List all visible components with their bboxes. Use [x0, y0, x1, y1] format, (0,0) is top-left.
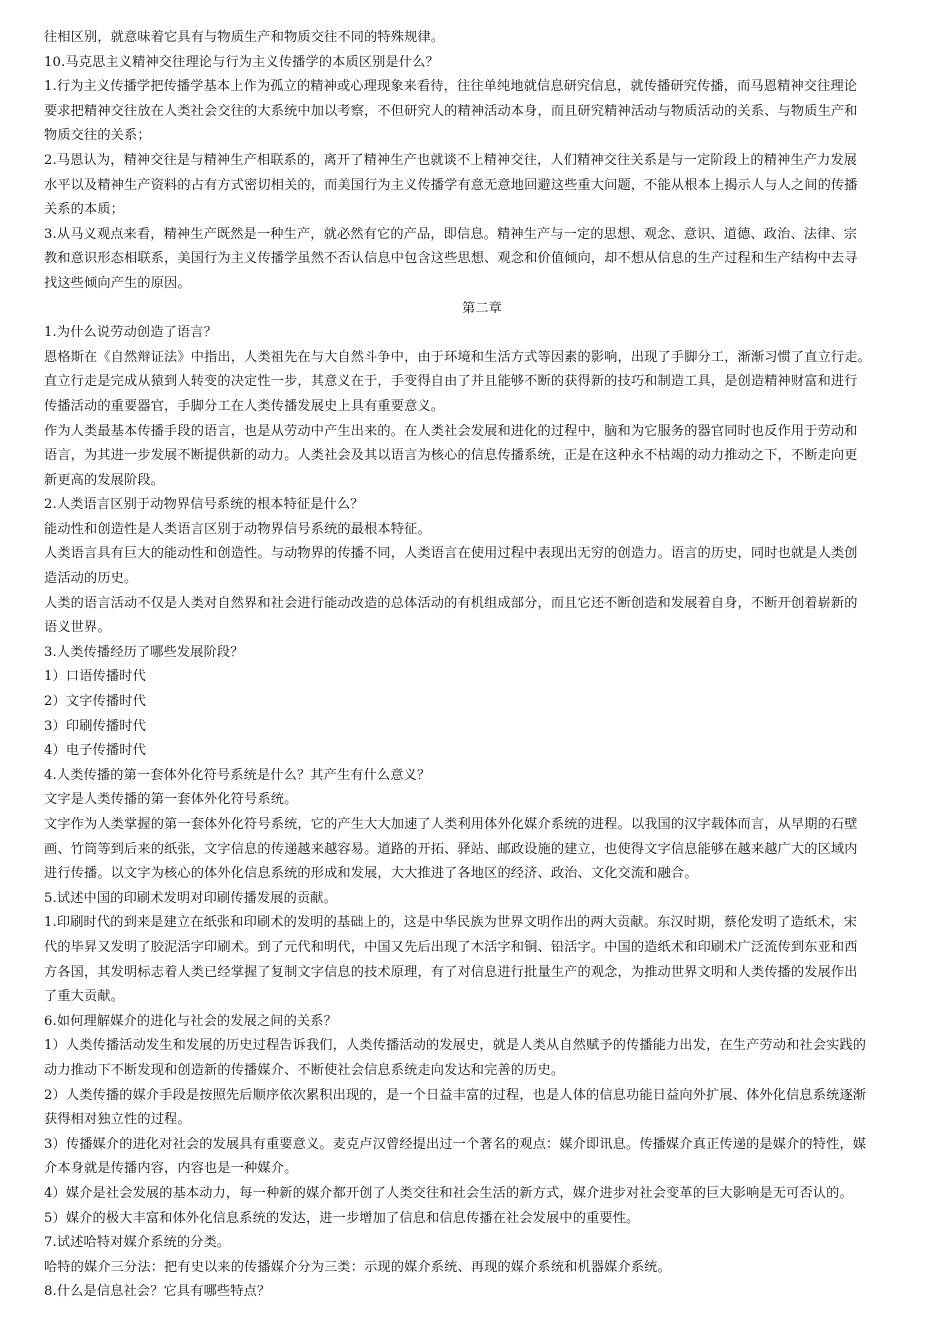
text-line: 传播活动的重要器官，手脚分工在人类传播发展史上具有重要意义。 [44, 398, 445, 414]
text-line: 5.试述中国的印刷术发明对印刷传播发展的贡献。 [44, 890, 337, 906]
text-line: 10.马克思主义精神交往理论与行为主义传播学的本质区别是什么？ [44, 54, 439, 70]
text-line: 找这些倾向产生的原因。 [44, 275, 191, 291]
text-line: 进行传播。以文字为核心的体外化信息系统的形成和发展，大大推进了各地区的经济、政治、文化交流和融合。 [44, 866, 698, 882]
text-line: 文字是人类传播的第一套体外化符号系统。 [44, 792, 298, 808]
text-line: 语言，为其进一步发展不断提供新的动力。人类社会及其以语言为核心的信息传播系统，正是在这种永不枯竭的动力推动之下，不断走向更 [44, 448, 858, 464]
text-line: 恩格斯在《自然辩证法》中指出，人类祖先在与大自然斗争中，由于环境和生活方式等因素的影响，出现了手脚分工，渐渐习惯了直立行走。 [44, 349, 871, 365]
text-line: 1）人类传播活动发生和发展的历史过程告诉我们，人类传播活动的发展史，就是人类从自然赋予的传播能力出发，在生产劳动和社会实践的 [44, 1038, 867, 1054]
text-line: 2.人类语言区别于动物界信号系统的根本特征是什么？ [44, 497, 364, 513]
text-line: 方各国，其发明标志着人类已经掌握了复制文字信息的技术原理，有了对信息进行批量生产的观念，为推动世界文明和人类传播的发展作出 [44, 964, 858, 980]
text-line: 能动性和创造性是人类语言区别于动物界信号系统的最根本特征。 [44, 521, 431, 537]
text-line: 代的毕昇又发明了胶泥活字印刷术。到了元代和明代，中国又先后出现了木活字和铜、铅活字。中国的造纸术和印刷术广泛流传到东亚和西 [44, 939, 858, 955]
text-line: 1.印刷时代的到来是建立在纸张和印刷术的发明的基础上的，这是中华民族为世界文明作出的两大贡献。东汉时期，蔡伦发明了造纸术，宋 [44, 915, 858, 931]
text-line: 人类语言具有巨大的能动性和创造性。与动物界的传播不同，人类语言在使用过程中表现出无穷的创造力。语言的历史，同时也就是人类创 [44, 546, 858, 562]
text-line: 直立行走是完成从猿到人转变的决定性一步，其意义在于，手变得自由了并且能够不断的获得新的技巧和制造工具，是创造精神财富和进行 [44, 374, 858, 390]
text-line: 关系的本质； [44, 202, 125, 218]
text-line: 语义世界。 [44, 620, 111, 636]
text-line: 4）媒介是社会发展的基本动力，每一种新的媒介都开创了人类交往和社会生活的新方式，媒介进步对社会变革的巨大影响是无可否认的。 [44, 1185, 853, 1201]
text-line: 画、竹筒等到后来的纸张，文字信息的传递越来越容易。道路的开拓、驿站、邮政设施的建立，也使得文字信息能够在越来越广大的区域内 [44, 841, 858, 857]
text-line: 3.人类传播经历了哪些发展阶段？ [44, 644, 244, 660]
text-line: 1.为什么说劳动创造了语言？ [44, 325, 217, 341]
chapter-heading: 第二章 [461, 300, 502, 316]
text-line: 文字作为人类掌握的第一套体外化符号系统，它的产生大大加速了人类利用体外化媒介系统的进程。以我国的汉字载体而言，从早期的石壁 [44, 817, 858, 832]
text-line: 哈特的媒介三分法：把有史以来的传播媒介分为三类：示现的媒介系统、再现的媒介系统和机器媒介系统。 [44, 1259, 671, 1275]
text-line: 2）文字传播时代 [44, 694, 146, 710]
text-line: 动力推动下不断发现和创造新的传播媒介、不断使社会信息系统走向发达和完善的历史。 [44, 1062, 565, 1078]
text-line: 作为人类最基本传播手段的语言，也是从劳动中产生出来的。在人类社会发展和进化的过程中，脑和为它服务的器官同时也反作用于劳动和 [44, 423, 858, 439]
text-line: 往相区别，就意味着它具有与物质生产和物质交往不同的特殊规律。 [44, 30, 445, 45]
text-line: 了重大贡献。 [44, 989, 125, 1005]
text-line: 1.行为主义传播学把传播学基本上作为孤立的精神或心理现象来看待，往往单纯地就信息研究信息，就传播研究传播，而马恩精神交往理论 [44, 79, 858, 95]
text-line: 物质交往的关系； [44, 128, 151, 144]
text-line: 8.什么是信息社会？它具有哪些特点？ [44, 1284, 271, 1300]
text-line: 新更高的发展阶段。 [44, 472, 165, 488]
text-line: 人类的语言活动不仅是人类对自然界和社会进行能动改造的总体活动的有机组成部分，而且它还不断创造和发展着自身，不断开创着崭新的 [44, 595, 858, 611]
text-line: 要求把精神交往放在人类社会交往的大系统中加以考察，不但研究人的精神活动本身，而且研究精神活动与物质活动的关系、与物质生产和 [44, 103, 858, 119]
text-line: 水平以及精神生产资料的占有方式密切相关的，而美国行为主义传播学有意无意地回避这些重大问题，不能从根本上揭示人与人之间的传播 [44, 177, 858, 193]
text-line: 6.如何理解媒介的进化与社会的发展之间的关系？ [44, 1013, 337, 1029]
text-line: 3）传播媒介的进化对社会的发展具有重要意义。麦克卢汉曾经提出过一个著名的观点：媒介即讯息。传播媒介真正传递的是媒介的特性，媒 [44, 1136, 867, 1152]
text-line: 4）电子传播时代 [44, 743, 146, 759]
text-line: 获得相对独立性的过程。 [44, 1112, 191, 1128]
text-line: 造活动的历史。 [44, 571, 138, 587]
text-line: 2）人类传播的媒介手段是按照先后顺序依次累积出现的，是一个日益丰富的过程，也是人体的信息功能日益向外扩展、体外化信息系统逐渐 [44, 1087, 867, 1103]
text-line: 3.从马义观点来看，精神生产既然是一种生产，就必然有它的产品，即信息。精神生产与一定的思想、观念、意识、道德、政治、法律、宗 [44, 226, 858, 242]
text-line: 4.人类传播的第一套体外化符号系统是什么？其产生有什么意义？ [44, 767, 431, 783]
text-line: 3）印刷传播时代 [44, 718, 146, 734]
text-line: 教和意识形态相联系，美国行为主义传播学虽然不否认信息中包含这些思想、观念和价值倾向，却不想从信息的生产过程和生产结构中去寻 [44, 251, 858, 267]
text-line: 1）口语传播时代 [44, 669, 146, 685]
text-line: 2.马恩认为，精神交往是与精神生产相联系的，离开了精神生产也就谈不上精神交往，人们精神交往关系是与一定阶段上的精神生产力发展 [44, 152, 858, 168]
text-line: 7.试述哈特对媒介系统的分类。 [44, 1235, 231, 1251]
text-line: 5）媒介的极大丰富和体外化信息系统的发达，进一步增加了信息和信息传播在社会发展中的重要性。 [44, 1210, 640, 1226]
text-line: 介本身就是传播内容，内容也是一种媒介。 [44, 1161, 298, 1177]
